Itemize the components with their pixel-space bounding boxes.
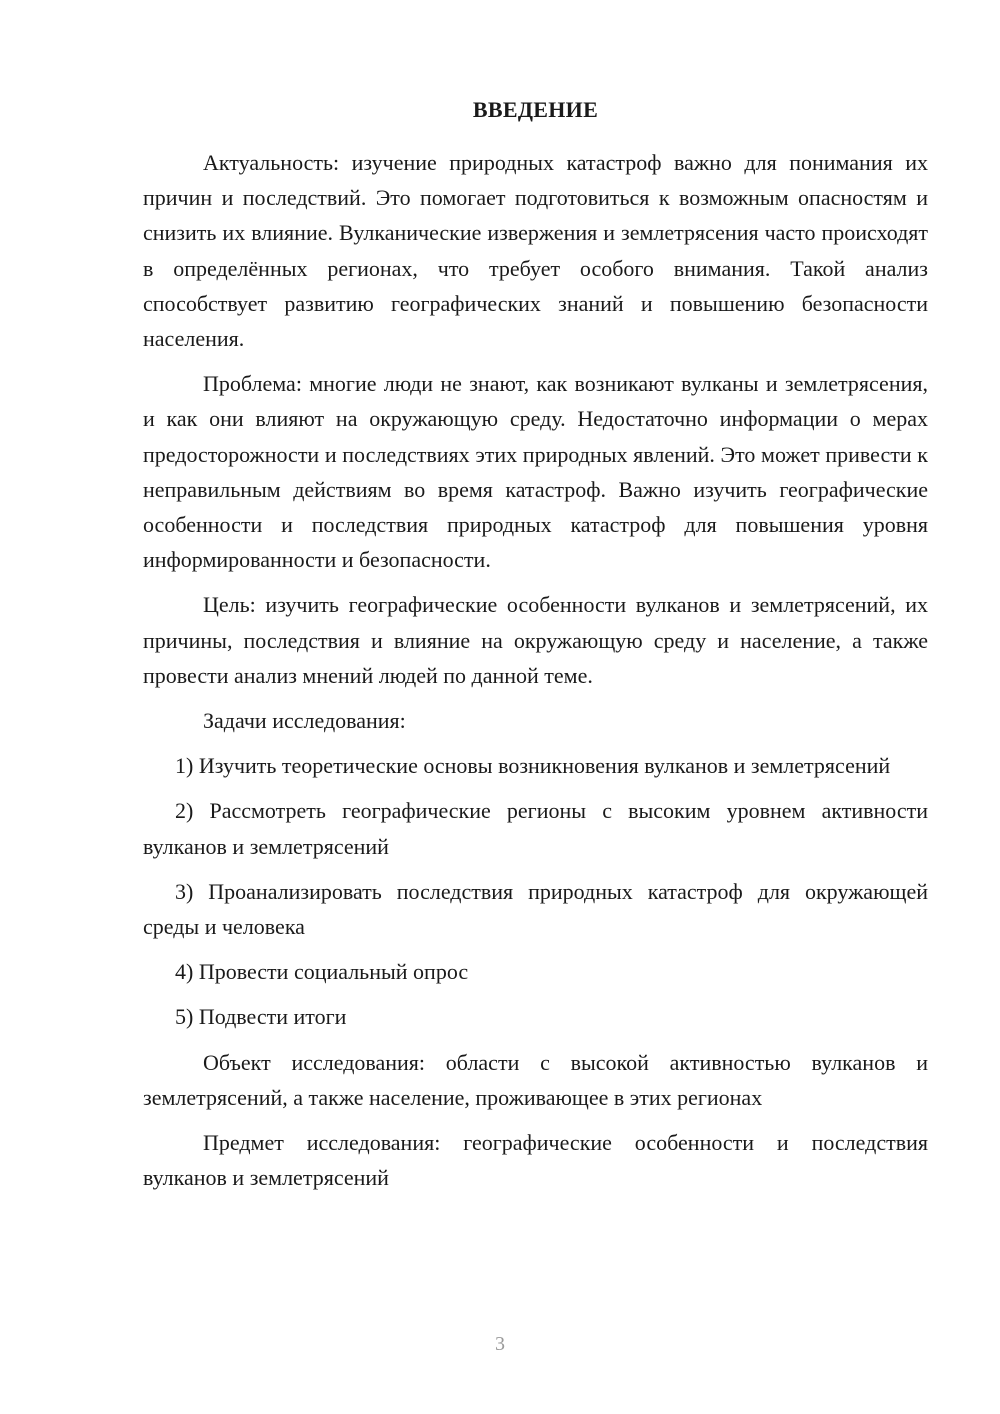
problem-paragraph: Проблема: многие люди не знают, как возникают вулканы и землетрясения, и как они влияют на окружающую среду. Недостаточно информации о мерах предосторожности и последствиях этих природных явлений. Это может привести к неправильным действиям во время катастроф. Важно изучить географические особенности и последствия природных катастроф для повышения уровня информированности и безопасности. [143,371,928,573]
subject-paragraph: Предмет исследования: географические особенности и последствия вулканов и землетрясений [143,1130,928,1191]
task-item-1: 1) Изучить теоретические основы возникновения вулканов и землетрясений [175,753,891,779]
goal-paragraph: Цель: изучить географические особенности вулканов и землетрясений, их причины, последствия и влияние на окружающую среду и население, а также провести анализ мнений людей по данной теме. [143,592,928,688]
task-item-4: 4) Провести социальный опрос [175,959,469,985]
page-number: 3 [495,1333,505,1355]
task-item-3: 3) Проанализировать последствия природных катастроф для окружающей среды и человека [143,878,928,940]
relevance-paragraph: Актуальность: изучение природных катастроф важно для понимания их причин и последствий. Это помогает подготовиться к возможным опасностям и снизить их влияние. Вулканические извержения и землетрясения часто происходят в определённых регионах, что требует особого внимания. Такой анализ способствует развитию географических знаний и повышению безопасности населения. [143,150,928,352]
task-item-5: 5) Подвести итоги [175,1004,347,1030]
task-item-2: 2) Рассмотреть географические регионы с высоким уровнем активности вулканов и землетрясений [143,798,928,859]
section-heading: ВВЕДЕНИЕ [472,97,599,122]
object-paragraph: Объект исследования: области с высокой активностью вулканов и землетрясений, а также население, проживающее в этих регионах [143,1049,928,1110]
tasks-heading: Задачи исследования: [203,708,406,734]
document-page [143,92,928,1195]
